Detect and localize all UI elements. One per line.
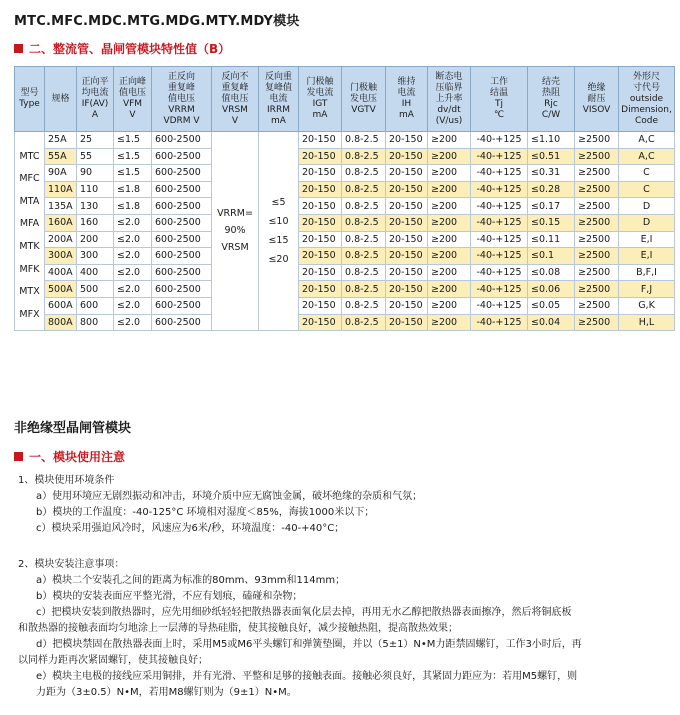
table-cell: ≤2.0 xyxy=(114,214,152,231)
table-row xyxy=(15,314,675,331)
type-code: MFA xyxy=(19,218,40,230)
table-cell: ≤1.5 xyxy=(114,132,152,149)
table-cell: ≤2.0 xyxy=(114,314,152,331)
table-cell: 0.8-2.5 xyxy=(342,264,386,281)
table-cell: 400A xyxy=(45,264,77,281)
table-cell: D xyxy=(619,198,675,215)
table-cell: ≥2500 xyxy=(575,214,619,231)
table-cell: C xyxy=(619,165,675,182)
col-header-line: dv/dt xyxy=(437,104,461,115)
irrm-line: ≤10 xyxy=(268,215,289,227)
type-code: MTK xyxy=(19,241,40,253)
table-cell: 55A xyxy=(45,148,77,165)
table-cell: ≤0.15 xyxy=(528,214,575,231)
col-header-line: 门极触 xyxy=(306,77,334,87)
table-cell: 800A xyxy=(45,314,77,331)
table-cell: 20-150 xyxy=(386,181,428,198)
table-cell: 20-150 xyxy=(299,165,342,182)
env-title: 1、模块使用环境条件 xyxy=(18,475,115,486)
table-cell: ≤0.1 xyxy=(528,248,575,265)
table-header-row xyxy=(15,67,675,132)
table-row xyxy=(15,132,675,149)
table-cell: 600A xyxy=(45,297,77,314)
table-cell: 200A xyxy=(45,231,77,248)
table-cell: ≥2500 xyxy=(575,148,619,165)
col-header xyxy=(152,67,212,132)
col-header-line: mA xyxy=(312,110,328,120)
table-cell: 160 xyxy=(77,214,114,231)
col-header xyxy=(428,67,471,132)
col-header-line: 反向不 xyxy=(221,71,249,82)
table-row xyxy=(15,198,675,215)
col-header-line: 值电压 xyxy=(118,88,146,98)
col-header xyxy=(77,67,114,132)
col-header-line: IH xyxy=(401,99,412,109)
table-row xyxy=(15,214,675,231)
table-cell: 400 xyxy=(77,264,114,281)
table-cell: E,I xyxy=(619,248,675,265)
col-header-line: 断态电 xyxy=(435,71,463,82)
table-row xyxy=(15,165,675,182)
table-cell: 20-150 xyxy=(386,198,428,215)
table-cell: ≥200 xyxy=(428,281,471,298)
table-cell: 135A xyxy=(45,198,77,215)
table-cell: ≥200 xyxy=(428,181,471,198)
table-cell: ≤0.05 xyxy=(528,297,575,314)
table-cell: -40-+125 xyxy=(471,297,528,314)
vrsm-cell xyxy=(212,132,259,331)
vrsm-line: 90% xyxy=(224,225,246,237)
col-header xyxy=(212,67,259,132)
col-header xyxy=(528,67,575,132)
table-cell: ≤0.11 xyxy=(528,231,575,248)
table-cell: 600 xyxy=(77,297,114,314)
table-cell: ≤2.0 xyxy=(114,281,152,298)
table-cell: 0.8-2.5 xyxy=(342,214,386,231)
col-header xyxy=(386,67,428,132)
red-square-icon xyxy=(14,44,23,53)
col-header xyxy=(15,67,45,132)
col-header-line: 重复峰 xyxy=(167,82,195,93)
table-cell: 20-150 xyxy=(299,148,342,165)
table-cell: 20-150 xyxy=(386,148,428,165)
col-header-line: Tj xyxy=(495,99,503,109)
vrsm-line: VRRM= xyxy=(217,208,253,220)
col-header-line: 结壳 xyxy=(541,77,560,87)
col-header-line: 正反向 xyxy=(167,71,195,82)
col-header-line: 型号 xyxy=(20,88,39,98)
table-cell: 0.8-2.5 xyxy=(342,231,386,248)
table-cell: -40-+125 xyxy=(471,264,528,281)
section-heading-notes xyxy=(14,448,125,465)
col-header-line: (V/us) xyxy=(435,115,463,126)
vrsm-line: VRSM xyxy=(221,242,249,254)
col-header-line: 压临界 xyxy=(435,82,463,93)
col-header-line: Type xyxy=(19,99,40,109)
table-cell: A,C xyxy=(619,132,675,149)
col-header-line: 耐压 xyxy=(587,93,606,104)
table-cell: ≤0.28 xyxy=(528,181,575,198)
table-cell: 20-150 xyxy=(299,198,342,215)
install-item-e: e）模块主电极的接线应采用铜排，并有光滑、平整和足够的接触表面。接触必须良好，其紧固力距应为：若用M5螺钉，则 xyxy=(36,671,578,682)
table-cell: E,I xyxy=(619,231,675,248)
col-header xyxy=(299,67,342,132)
table-cell: 600-2500 xyxy=(152,165,212,182)
table-cell: C xyxy=(619,181,675,198)
table-cell: -40-+125 xyxy=(471,132,528,149)
col-header-line: C/W xyxy=(541,110,561,120)
col-header-line: IF(AV) xyxy=(81,99,109,109)
col-header-line: mA xyxy=(399,110,414,120)
col-header-line: IRRM xyxy=(267,104,290,115)
table-cell: ≥2500 xyxy=(575,181,619,198)
col-header-line: outside xyxy=(629,93,664,104)
table-cell: ≥2500 xyxy=(575,248,619,265)
table-cell: 55 xyxy=(77,148,114,165)
install-notes xyxy=(18,557,582,701)
table-cell: ≥200 xyxy=(428,314,471,331)
section-heading-characteristics xyxy=(14,40,230,57)
table-cell: ≤1.8 xyxy=(114,198,152,215)
table-cell: B,F,I xyxy=(619,264,675,281)
table-cell: 90 xyxy=(77,165,114,182)
table-row xyxy=(15,148,675,165)
table-cell: ≥200 xyxy=(428,198,471,215)
table-cell: ≤2.0 xyxy=(114,297,152,314)
table-cell: 600-2500 xyxy=(152,281,212,298)
table-cell: ≤0.51 xyxy=(528,148,575,165)
col-header-line: 重复峰 xyxy=(221,82,249,93)
table-cell: ≥2500 xyxy=(575,132,619,149)
col-header-line: 正向平 xyxy=(81,77,109,87)
col-header-line: VRSM xyxy=(222,104,248,115)
col-header-line: 结温 xyxy=(489,88,508,98)
table-cell: -40-+125 xyxy=(471,198,528,215)
table-cell: ≥200 xyxy=(428,132,471,149)
col-header-line: 电流 xyxy=(397,88,416,98)
table-row xyxy=(15,264,675,281)
col-header-line: 电流 xyxy=(269,93,288,104)
install-item-c: c）把模块安装到散热器时，应先用细砂纸轻轻把散热器表面氧化层去掉，再用无水乙醇把散热器表面擦净，然后将铜底板 xyxy=(36,607,572,618)
table-cell: 600-2500 xyxy=(152,297,212,314)
install-item-c-cont: 和散热器的接触表面均匀地涂上一层薄的导热硅脂，使其接触良好，减少接触热阻，提高散热效果； xyxy=(18,623,458,634)
table-cell: 300 xyxy=(77,248,114,265)
table-cell: 20-150 xyxy=(299,314,342,331)
table-cell: 20-150 xyxy=(299,231,342,248)
table-cell: 20-150 xyxy=(299,132,342,149)
install-item-b: b）模块的安装表面应平整光滑，不应有划痕，磕碰和杂物； xyxy=(36,591,303,602)
table-cell: 0.8-2.5 xyxy=(342,297,386,314)
table-cell: 20-150 xyxy=(299,181,342,198)
col-header-line: 外形尺 xyxy=(632,71,660,82)
irrm-line: ≤20 xyxy=(268,253,289,265)
col-header-line: 均电流 xyxy=(81,88,109,98)
col-header-line: 复峰值 xyxy=(264,82,292,93)
table-cell: ≥200 xyxy=(428,297,471,314)
col-header-line: VDRM V xyxy=(163,115,200,126)
table-cell: 20-150 xyxy=(299,297,342,314)
table-cell: ≤0.17 xyxy=(528,198,575,215)
table-row xyxy=(15,181,675,198)
spec-table xyxy=(14,66,675,331)
table-cell: 20-150 xyxy=(386,132,428,149)
table-cell: 600-2500 xyxy=(152,181,212,198)
table-cell: -40-+125 xyxy=(471,281,528,298)
env-item-c: c）模块采用强迫风冷时，风速应为6米/秒，环境温度：-40-+40°C； xyxy=(36,523,345,534)
table-cell: ≤1.10 xyxy=(528,132,575,149)
table-cell: 20-150 xyxy=(386,281,428,298)
table-cell: ≥200 xyxy=(428,214,471,231)
col-header-line: 发电压 xyxy=(349,93,377,104)
table-cell: -40-+125 xyxy=(471,248,528,265)
table-cell: 500 xyxy=(77,281,114,298)
type-code: MTC xyxy=(19,150,40,162)
table-cell: G,K xyxy=(619,297,675,314)
table-cell: ≥200 xyxy=(428,148,471,165)
col-header-line: 发电流 xyxy=(306,88,334,98)
table-cell: 200 xyxy=(77,231,114,248)
col-header xyxy=(471,67,528,132)
col-header xyxy=(45,67,77,132)
irrm-line: ≤5 xyxy=(271,196,286,208)
table-cell: ≤2.0 xyxy=(114,231,152,248)
table-cell: ≥200 xyxy=(428,231,471,248)
table-cell: ≥2500 xyxy=(575,314,619,331)
type-code: MFC xyxy=(19,173,40,185)
col-header-line: Code xyxy=(634,115,659,126)
table-cell: 800 xyxy=(77,314,114,331)
install-item-d-cont: 以同样力距再次紧固螺钉，使其接触良好； xyxy=(18,655,208,666)
section-heading-text: 一、模块使用注意 xyxy=(29,450,126,464)
table-cell: ≤1.8 xyxy=(114,181,152,198)
table-cell: 0.8-2.5 xyxy=(342,132,386,149)
type-code: MFX xyxy=(19,308,40,320)
table-cell: D xyxy=(619,214,675,231)
col-header-line: 门极触 xyxy=(349,82,377,93)
col-header xyxy=(342,67,386,132)
table-cell: 20-150 xyxy=(386,165,428,182)
col-header-line: 反向重 xyxy=(264,71,292,82)
table-cell: 0.8-2.5 xyxy=(342,165,386,182)
col-header-line: 规格 xyxy=(51,93,70,104)
install-item-e-cont: 力距为（3±0.5）N•M，若用M8螺钉则为（9±1）N•M。 xyxy=(36,687,297,698)
col-header-line: Rjc xyxy=(544,99,558,109)
table-cell: 600-2500 xyxy=(152,231,212,248)
table-cell: ≥2500 xyxy=(575,281,619,298)
table-cell: -40-+125 xyxy=(471,314,528,331)
col-header-line: 绝缘 xyxy=(587,82,606,93)
irrm-line: ≤15 xyxy=(268,234,289,246)
col-header-line: 寸代号 xyxy=(632,82,660,93)
table-cell: ≥2500 xyxy=(575,165,619,182)
type-code: MFK xyxy=(19,263,40,275)
table-cell: 20-150 xyxy=(386,264,428,281)
table-cell: H,L xyxy=(619,314,675,331)
table-cell: 90A xyxy=(45,165,77,182)
table-cell: 300A xyxy=(45,248,77,265)
type-list-cell xyxy=(15,132,45,331)
table-cell: -40-+125 xyxy=(471,148,528,165)
table-row xyxy=(15,248,675,265)
table-cell: ≥2500 xyxy=(575,297,619,314)
table-cell: ≤1.5 xyxy=(114,165,152,182)
env-conditions xyxy=(18,473,422,537)
col-header-line: VRRM xyxy=(168,104,195,115)
col-header-line: V xyxy=(231,115,239,126)
col-header xyxy=(619,67,675,132)
table-row xyxy=(15,297,675,314)
install-title: 2、模块安装注意事项： xyxy=(18,559,125,570)
table-cell: -40-+125 xyxy=(471,165,528,182)
type-code: MTX xyxy=(19,286,40,298)
table-cell: ≤0.31 xyxy=(528,165,575,182)
table-cell: 20-150 xyxy=(386,248,428,265)
table-cell: 600-2500 xyxy=(152,148,212,165)
table-cell: 25 xyxy=(77,132,114,149)
table-cell: ≤1.5 xyxy=(114,148,152,165)
table-cell: 0.8-2.5 xyxy=(342,248,386,265)
table-cell: ≤0.06 xyxy=(528,281,575,298)
table-cell: -40-+125 xyxy=(471,231,528,248)
table-row xyxy=(15,231,675,248)
type-code: MTA xyxy=(19,195,40,207)
col-header-line: V xyxy=(129,110,136,120)
col-header-line: VISOV xyxy=(582,104,611,115)
page-title: MTC.MFC.MDC.MTG.MDG.MTY.MDY模块 xyxy=(14,14,300,29)
table-cell: 130 xyxy=(77,198,114,215)
table-cell: 20-150 xyxy=(386,231,428,248)
table-cell: 600-2500 xyxy=(152,314,212,331)
table-cell: 600-2500 xyxy=(152,132,212,149)
install-item-a: a）模块二个安装孔之间的距离为标准的80mm、93mm和114mm； xyxy=(36,575,346,586)
table-cell: 0.8-2.5 xyxy=(342,198,386,215)
table-cell: ≥2500 xyxy=(575,264,619,281)
col-header-line: VGTV xyxy=(351,104,376,115)
col-header-line: IGT xyxy=(312,99,328,109)
table-cell: 20-150 xyxy=(299,281,342,298)
table-cell: -40-+125 xyxy=(471,214,528,231)
table-cell: 110A xyxy=(45,181,77,198)
col-header-line: VFM xyxy=(122,99,143,109)
table-cell: 0.8-2.5 xyxy=(342,181,386,198)
col-header-line: 正向峰 xyxy=(118,77,146,87)
col-header-line: 值电压 xyxy=(167,93,195,104)
table-cell: 160A xyxy=(45,214,77,231)
table-cell: ≤2.0 xyxy=(114,248,152,265)
install-item-d: d）把模块禁固在散热器表面上时，采用M5或M6平头螺钉和弹簧垫圈，并以（5±1）N•M力距禁固螺钉，工作3小时后，再 xyxy=(36,639,582,650)
col-header-line: mA xyxy=(271,115,286,126)
env-item-a: a）使用环境应无剧烈振动和冲击，环境介质中应无腐蚀金属，破坏绝缘的杂质和气氛； xyxy=(36,491,423,502)
col-header xyxy=(114,67,152,132)
col-header-line: 上升率 xyxy=(435,93,463,104)
red-square-icon xyxy=(14,452,23,461)
col-header-line: Dimension, xyxy=(621,104,672,115)
table-cell: 20-150 xyxy=(386,314,428,331)
table-cell: 600-2500 xyxy=(152,198,212,215)
table-cell: ≤2.0 xyxy=(114,264,152,281)
table-cell: ≤0.08 xyxy=(528,264,575,281)
table-cell: ≤0.04 xyxy=(528,314,575,331)
section-heading-text: 二、整流管、晶闸管模块特性值（B） xyxy=(29,42,231,56)
col-header-line: 维持 xyxy=(397,77,416,87)
table-cell: ≥200 xyxy=(428,165,471,182)
non-insulated-heading: 非绝缘型晶闸管模块 xyxy=(14,421,132,436)
col-header xyxy=(259,67,299,132)
irrm-cell xyxy=(259,132,299,331)
table-cell: 0.8-2.5 xyxy=(342,148,386,165)
table-cell: 600-2500 xyxy=(152,264,212,281)
table-cell: ≥2500 xyxy=(575,198,619,215)
table-cell: 110 xyxy=(77,181,114,198)
table-cell: ≥2500 xyxy=(575,231,619,248)
table-cell: 20-150 xyxy=(299,264,342,281)
table-cell: F,J xyxy=(619,281,675,298)
col-header-line: 热阻 xyxy=(541,88,560,98)
col-header-line: A xyxy=(91,110,99,120)
col-header xyxy=(575,67,619,132)
table-body xyxy=(15,132,675,331)
table-cell: A,C xyxy=(619,148,675,165)
table-cell: 0.8-2.5 xyxy=(342,281,386,298)
table-cell: -40-+125 xyxy=(471,181,528,198)
table-cell: 20-150 xyxy=(386,214,428,231)
table-cell: ≥200 xyxy=(428,264,471,281)
table-cell: 600-2500 xyxy=(152,248,212,265)
col-header-line: 值电压 xyxy=(221,93,249,104)
col-header-line: ℃ xyxy=(493,110,505,120)
table-cell: 500A xyxy=(45,281,77,298)
table-row xyxy=(15,281,675,298)
col-header-line: 工作 xyxy=(489,77,508,87)
table-cell: 0.8-2.5 xyxy=(342,314,386,331)
table-cell: 20-150 xyxy=(299,214,342,231)
table-cell: 600-2500 xyxy=(152,214,212,231)
table-cell: 25A xyxy=(45,132,77,149)
table-cell: 20-150 xyxy=(386,297,428,314)
table-cell: ≥200 xyxy=(428,248,471,265)
table-cell: 20-150 xyxy=(299,248,342,265)
env-item-b: b）模块的工作温度：-40-125°C 环境相对湿度＜85%，海拔1000米以下； xyxy=(36,507,375,518)
